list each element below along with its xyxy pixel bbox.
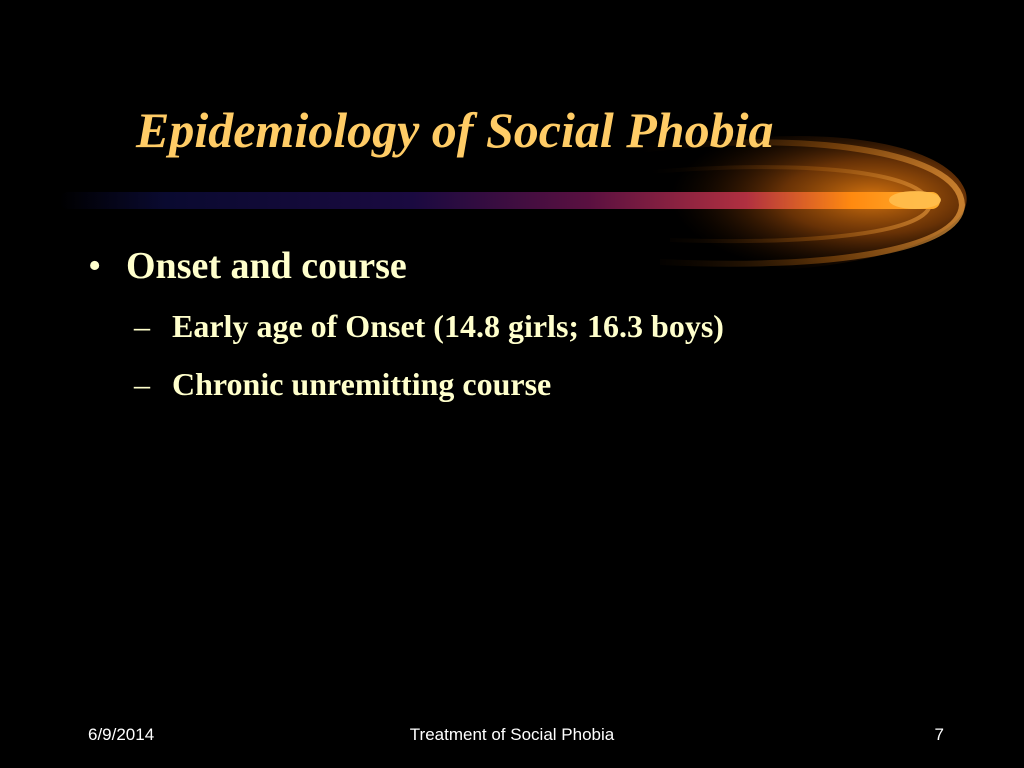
sub-bullet-item — [134, 306, 724, 346]
bullet-item — [88, 243, 407, 289]
footer-title: Treatment of Social Phobia — [409, 725, 615, 744]
footer-date: 6/9/2014 — [88, 725, 155, 744]
footer-page-number: 7 — [934, 725, 944, 744]
sub-bullet-item — [134, 364, 551, 404]
gradient-band — [60, 192, 940, 209]
sub-bullet-text: Chronic unremitting course — [172, 366, 552, 402]
band-highlight — [889, 191, 941, 209]
sub-bullet-marker: – — [134, 308, 150, 344]
sub-bullet-marker: – — [134, 366, 150, 402]
bullet-marker: • — [88, 245, 102, 287]
sub-bullet-text: Early age of Onset (14.8 girls; 16.3 boys) — [172, 308, 724, 344]
bullet-text: Onset and course — [126, 245, 407, 287]
slide-title: Epidemiology of Social Phobia — [136, 102, 774, 158]
